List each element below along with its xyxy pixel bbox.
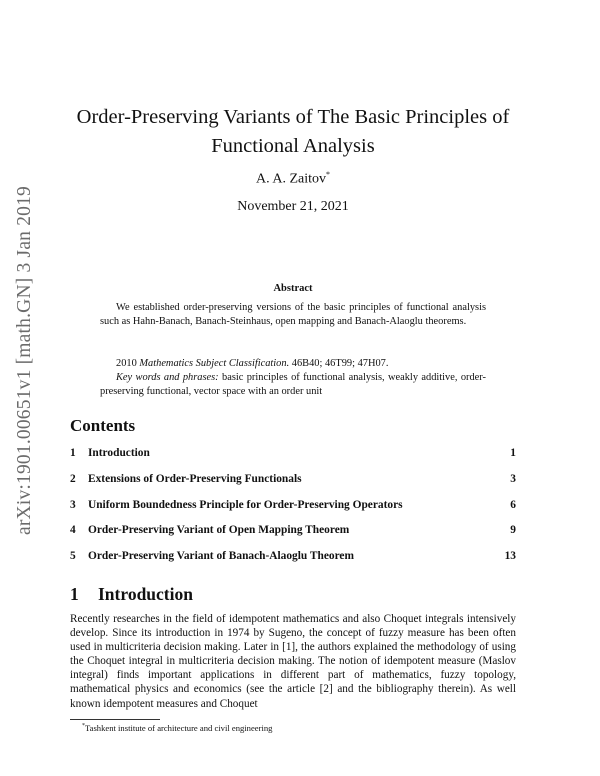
paper-title: Order-Preserving Variants of The Basic Principles of Functional Analysis (76, 106, 510, 157)
toc-number: 3 (70, 499, 76, 511)
section-number: 1 (70, 584, 79, 604)
footnote (82, 723, 272, 733)
keywords-line (100, 371, 486, 398)
toc-title: Order-Preserving Variant of Banach-Alaoglu Theorem (88, 550, 354, 562)
toc-number: 1 (70, 447, 76, 459)
toc-entry[interactable] (70, 550, 516, 562)
author-line (0, 170, 586, 188)
toc-page: 1 (510, 447, 516, 459)
footnote-divider (70, 719, 160, 720)
toc-title: Order-Preserving Variant of Open Mapping Theorem (88, 524, 350, 536)
author-footnote-mark: * (326, 170, 330, 179)
toc-page: 6 (510, 499, 516, 511)
msc-prefix: 2010 (116, 358, 140, 369)
footnote-text: Tashkent institute of architecture and civil engineering (85, 723, 273, 733)
msc-value: 46B40; 46T99; 47H07. (289, 358, 389, 369)
arxiv-stamp: arXiv:1901.00651v1 [math.GN] 3 Jan 2019 (14, 185, 35, 535)
abstract-text: We established order-preserving versions of the basic principles of functional analysis such as Hahn-Banach, Banach-Steinhaus, open mapping and Banach-Alaoglu theorems. (100, 302, 486, 327)
msc-label: Mathematics Subject Classification. (139, 358, 290, 369)
keywords-label: Key words and phrases: (116, 372, 219, 383)
toc-page: 9 (510, 524, 516, 536)
keywords-value: basic principles of functional analysis, weakly additive, order-preserving functional, vector space with an order unit (100, 372, 486, 397)
section-heading (70, 584, 193, 605)
toc-entry[interactable] (70, 499, 516, 511)
section-title: Introduction (98, 584, 193, 604)
toc-number: 5 (70, 550, 76, 562)
toc-number: 4 (70, 524, 76, 536)
toc-number: 2 (70, 473, 76, 485)
toc-page: 13 (504, 550, 516, 562)
author-name: A. A. Zaitov (256, 171, 326, 187)
msc-line (116, 357, 488, 371)
toc-entry[interactable] (70, 524, 516, 536)
toc-title: Introduction (88, 447, 150, 459)
toc-page: 3 (510, 473, 516, 485)
toc-entry[interactable] (70, 447, 516, 459)
footnote-mark: * (82, 723, 85, 730)
abstract-heading: Abstract (273, 283, 313, 294)
paper-date: November 21, 2021 (237, 199, 349, 214)
contents-heading: Contents (70, 416, 136, 435)
toc-entry[interactable] (70, 473, 516, 485)
toc-title: Uniform Boundedness Principle for Order-Preserving Operators (88, 499, 403, 511)
toc-title: Extensions of Order-Preserving Functionals (88, 473, 302, 485)
section-body-text: Recently researches in the field of idempotent mathematics and also Choquet integrals intensively develop. Since its introduction in 1974 by Sugeno, the concept of fuzzy measure has been often used in multicriteria decision making. Later in [1], the authors explained the methodology of using the Choquet integral in multicriteria decision making. The notion of idempotent measure (Maslov integral) finds important applications in different part of mathematics, fuzzy topology, mathematical physics and economics (see the article [2] and the bibliography therein). As well known idempotent measures and Choquet (70, 613, 516, 710)
